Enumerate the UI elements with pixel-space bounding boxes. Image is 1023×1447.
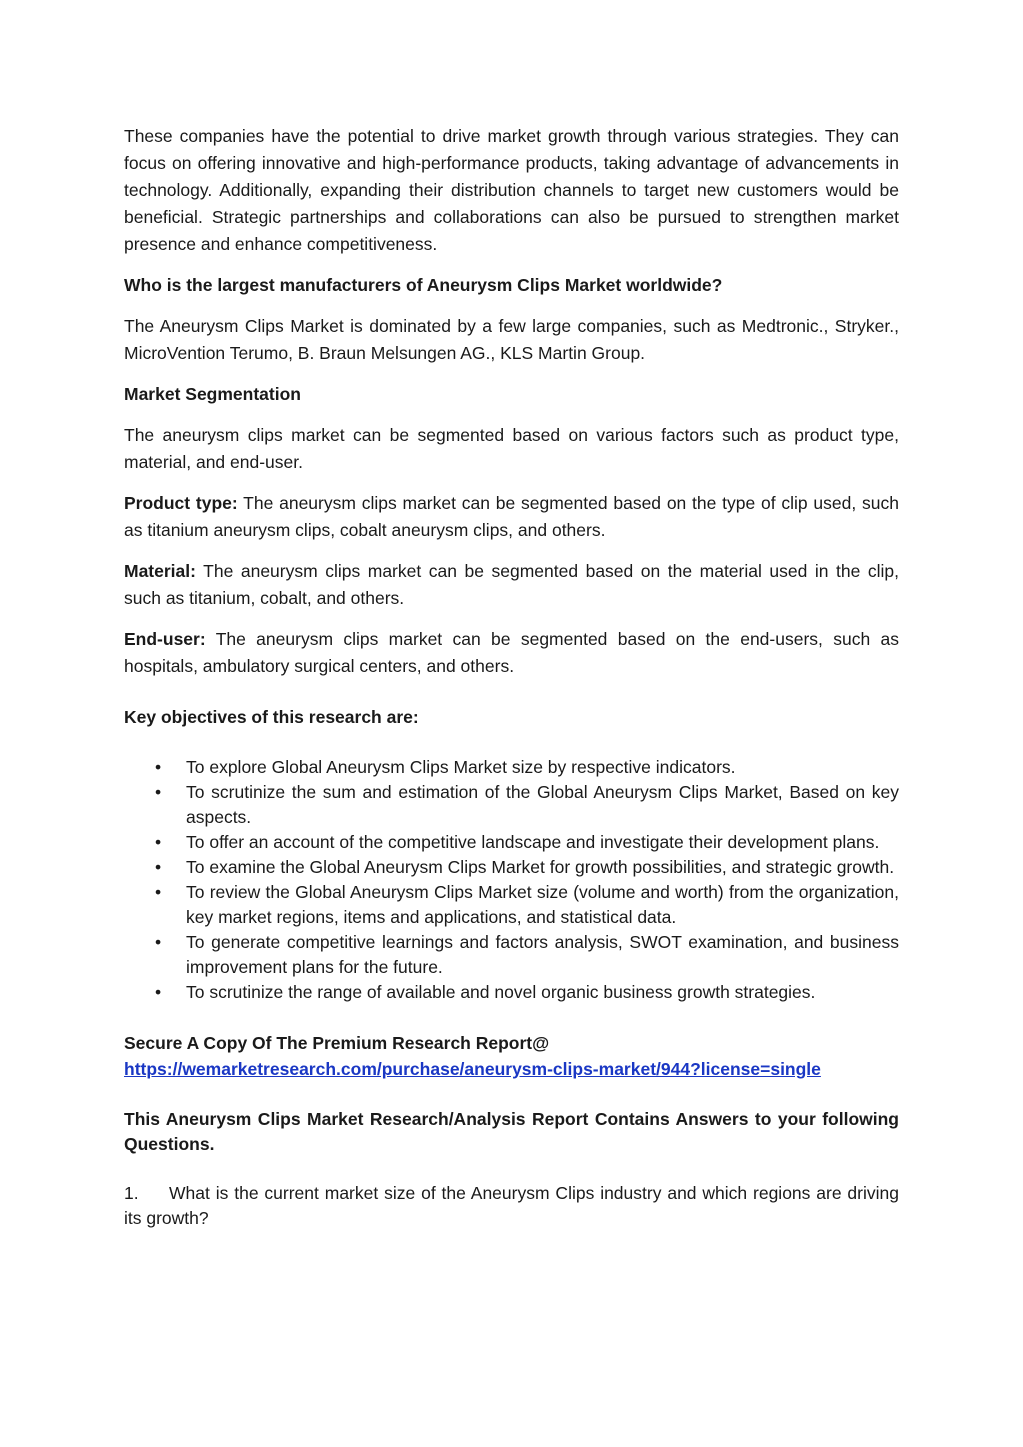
purchase-report-link[interactable]: https://wemarketresearch.com/purchase/aneurysm-clips-market/944?license=single <box>124 1059 821 1079</box>
segment-product-type-label: Product type: <box>124 493 238 513</box>
secure-copy-link-line <box>124 1056 899 1083</box>
segment-product-type-text: The aneurysm clips market can be segmented based on the type of clip used, such as titanium aneurysm clips, cobalt aneurysm clips, and others. <box>124 493 899 540</box>
segment-end-user-label: End-user: <box>124 629 206 649</box>
list-item: • To offer an account of the competitive landscape and investigate their development plans. <box>124 830 899 855</box>
question-1-number: 1. <box>124 1183 139 1203</box>
secure-copy-heading: Secure A Copy Of The Premium Research Report@ <box>124 1033 550 1053</box>
key-objectives-heading: Key objectives of this research are: <box>124 707 419 727</box>
market-segmentation-paragraph: The aneurysm clips market can be segmented based on various factors such as product type, material, and end-user. <box>124 425 899 472</box>
largest-manufacturers-paragraph: The Aneurysm Clips Market is dominated by a few large companies, such as Medtronic., Stryker., MicroVention Terumo, B. Braun Melsungen AG., KLS Martin Group. <box>124 316 899 363</box>
document-page <box>124 123 899 1231</box>
list-item: • To scrutinize the range of available and novel organic business growth strategies. <box>124 980 899 1005</box>
objectives-list <box>124 755 899 1005</box>
questions-heading: This Aneurysm Clips Market Research/Analysis Report Contains Answers to your following Questions. <box>124 1109 899 1154</box>
question-1 <box>124 1181 899 1231</box>
list-item: • To explore Global Aneurysm Clips Market size by respective indicators. <box>124 755 899 780</box>
intro-paragraph: These companies have the potential to drive market growth through various strategies. They can focus on offering innovative and high-performance products, taking advantage of advancements in technology. Additionally, expanding their distribution channels to target new customers would be beneficial. Strategic partnerships and collaborations can also be pursued to strengthen market presence and enhance competitiveness. <box>124 126 899 254</box>
segment-material <box>124 558 899 612</box>
question-1-text: What is the current market size of the Aneurysm Clips industry and which regions are driving its growth? <box>124 1183 899 1228</box>
list-item: • To scrutinize the sum and estimation of the Global Aneurysm Clips Market, Based on key aspects. <box>124 780 899 830</box>
segment-end-user-text: The aneurysm clips market can be segmented based on the end-users, such as hospitals, ambulatory surgical centers, and others. <box>124 629 899 676</box>
segment-material-label: Material: <box>124 561 196 581</box>
list-item: • To review the Global Aneurysm Clips Market size (volume and worth) from the organization, key market regions, items and applications, and statistical data. <box>124 880 899 930</box>
segment-product-type <box>124 490 899 544</box>
segment-material-text: The aneurysm clips market can be segmented based on the material used in the clip, such as titanium, cobalt, and others. <box>124 561 899 608</box>
segment-end-user <box>124 626 899 680</box>
list-item: • To examine the Global Aneurysm Clips Market for growth possibilities, and strategic growth. <box>124 855 899 880</box>
largest-manufacturers-heading: Who is the largest manufacturers of Aneurysm Clips Market worldwide? <box>124 275 723 295</box>
market-segmentation-heading: Market Segmentation <box>124 384 301 404</box>
list-item: • To generate competitive learnings and factors analysis, SWOT examination, and business improvement plans for the future. <box>124 930 899 980</box>
